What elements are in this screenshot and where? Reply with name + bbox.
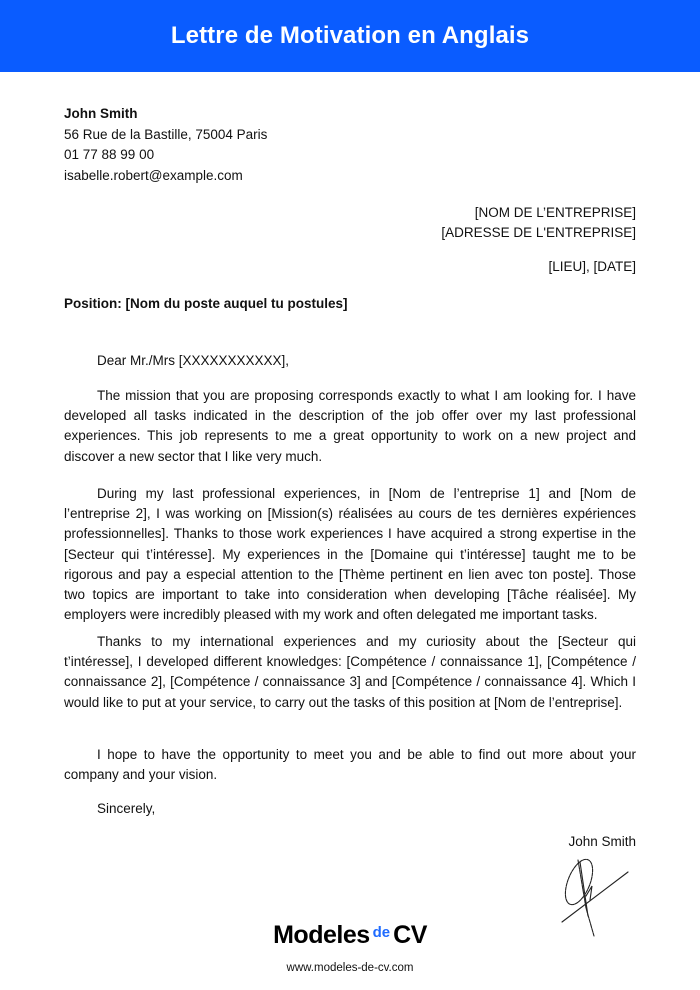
position-line: Position: [Nom du poste auquel tu postules] <box>64 296 348 311</box>
sender-name: John Smith <box>64 106 138 121</box>
logo-part-de: de <box>372 924 391 941</box>
sender-address: 56 Rue de la Bastille, 75004 Paris <box>64 126 268 142</box>
paragraph-1: The mission that you are proposing corresponds exactly to what I am looking for. I have developed all tasks indicated in the description of the job offer over my last professional experiences. This job represents to me a great opportunity to work on a new project and discover a new sector that I like very much. <box>64 388 636 464</box>
sender-phone: 01 77 88 99 00 <box>64 147 155 162</box>
sender-block <box>64 104 267 186</box>
paragraph-2: During my last professional experiences, in [Nom de l’entreprise 1] and [Nom de l’entreprise 2], I was working on [Mission(s) réalisées au cours de tes dernières expériences professionnelles]. Thanks to those work experiences I have acquired a strong expertise in the [Secteur qui t’intéresse]. My experiences in the [Domaine qui t’intéresse] taught me to be rigorous and pay a especial attention to the [Thème pertinent en lien avec ton poste]. Those two topics are important to take into consideration when developing [Tâche réalisée]. My employers were incredibly pleased with my work and often delegated me important tasks. <box>64 486 636 623</box>
logo-part-modeles: Modeles <box>273 921 370 949</box>
sender-email: isabelle.robert@example.com <box>64 167 243 183</box>
paragraph-3: Thanks to my international experiences and my curiosity about the [Secteur qui t’intéresse], I developed different knowledges: [Compétence / connaissance 1], [Compétence / connaissance 2], [Compétence / connaissance 3] and [Compétence / connaissance 4]. Which I would like to put at your service, to carry out the tasks of this position at [Nom de l’entreprise]. <box>64 634 636 710</box>
logo-part-cv: CV <box>393 921 427 949</box>
recipient-company-address: [ADRESSE DE L'ENTREPRISE] <box>441 225 636 240</box>
salutation: Dear Mr./Mrs [XXXXXXXXXXX], <box>97 353 290 368</box>
recipient-block <box>441 203 636 243</box>
footer-website: www.modeles-de-cv.com <box>286 962 414 974</box>
page-title: Lettre de Motivation en Anglais <box>170 22 530 49</box>
closing: Sincerely, <box>97 801 156 816</box>
place-date: [LIEU], [DATE] <box>548 259 636 274</box>
recipient-company-name: [NOM DE L’ENTREPRISE] <box>474 205 636 220</box>
footer-logo <box>0 921 700 950</box>
page-header <box>0 0 700 72</box>
paragraph-4: I hope to have the opportunity to meet you and be able to find out more about your company and your vision. <box>64 747 636 783</box>
signature-name: John Smith <box>568 834 636 849</box>
